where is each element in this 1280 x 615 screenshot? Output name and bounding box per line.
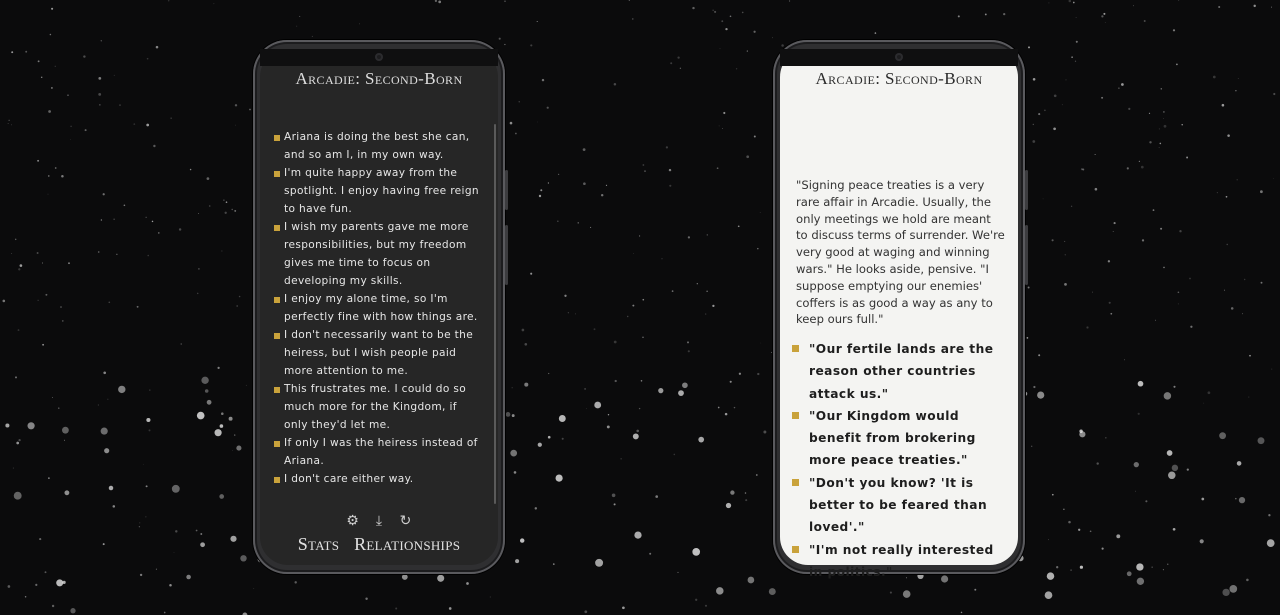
camera-icon [375, 53, 383, 61]
choice-option[interactable]: I don't care either way. [274, 470, 482, 488]
bullet-icon [274, 297, 280, 303]
phone-left [253, 40, 505, 574]
camera-icon [895, 53, 903, 61]
power-button [505, 170, 508, 210]
choice-option[interactable]: "Don't you know? 'It is better to be feared than loved'." [792, 472, 1012, 539]
status-bar [260, 49, 498, 66]
bullet-icon [274, 333, 280, 339]
choice-option[interactable]: Ariana is doing the best she can, and so am I, in my own way. [274, 128, 482, 164]
power-button [1025, 170, 1028, 210]
bullet-icon [274, 225, 280, 231]
toolbar [260, 513, 498, 529]
choice-option[interactable]: If only I was the heiress instead of Ariana. [274, 434, 482, 470]
choice-option[interactable]: I don't necessarily want to be the heiress, but I wish people paid more attention to me. [274, 326, 482, 380]
choice-option[interactable]: "I'm not really interested in politics." [792, 539, 1012, 584]
bullet-icon [792, 479, 799, 486]
phone-right [773, 40, 1025, 579]
story-paragraph: "Signing peace treaties is a very rare affair in Arcadie. Usually, the only meetings we hold are meant to discuss terms of surrender. We're very good at waging and winning wars." He looks aside, pensive. "I suppose emptying our enemies' coffers is as good a way as any to keep ours full." [796, 178, 1005, 327]
gear-icon[interactable]: ⚙ [346, 513, 359, 529]
page-title: Arcadie: Second-Born [295, 69, 463, 88]
choice-list [274, 128, 482, 488]
status-bar [780, 49, 1018, 66]
choice-option[interactable]: I enjoy my alone time, so I'm perfectly fine with how things are. [274, 290, 482, 326]
bullet-icon [792, 412, 799, 419]
volume-button [1025, 225, 1028, 285]
bullet-icon [792, 546, 799, 553]
stats-button[interactable]: Stats [297, 534, 340, 554]
bullet-icon [274, 477, 280, 483]
bullet-icon [274, 135, 280, 141]
choice-option[interactable]: "Our fertile lands are the reason other countries attack us." [792, 338, 1012, 405]
download-icon[interactable]: ⤓ [375, 513, 383, 529]
page-title: Arcadie: Second-Born [815, 69, 983, 88]
choice-option[interactable]: This frustrates me. I could do so much more for the Kingdom, if only they'd let me. [274, 380, 482, 434]
volume-button [505, 225, 508, 285]
choice-option[interactable]: I wish my parents gave me more responsibilities, but my freedom gives me time to focus on developing my skills. [274, 218, 482, 290]
bullet-icon [274, 171, 280, 177]
restart-icon[interactable]: ↻ [399, 513, 412, 529]
choice-list [792, 338, 1012, 583]
bullet-icon [274, 387, 280, 393]
bullet-icon [274, 441, 280, 447]
bullet-icon [792, 345, 799, 352]
choice-option[interactable]: "Our Kingdom would benefit from brokering more peace treaties." [792, 405, 1012, 472]
relationships-button[interactable]: Relationships [354, 534, 461, 554]
screen-right [780, 49, 1018, 579]
bottom-nav [260, 534, 498, 555]
choice-option[interactable]: I'm quite happy away from the spotlight. I enjoy having free reign to have fun. [274, 164, 482, 218]
screen-left [260, 49, 498, 565]
scrollbar[interactable] [494, 124, 496, 504]
